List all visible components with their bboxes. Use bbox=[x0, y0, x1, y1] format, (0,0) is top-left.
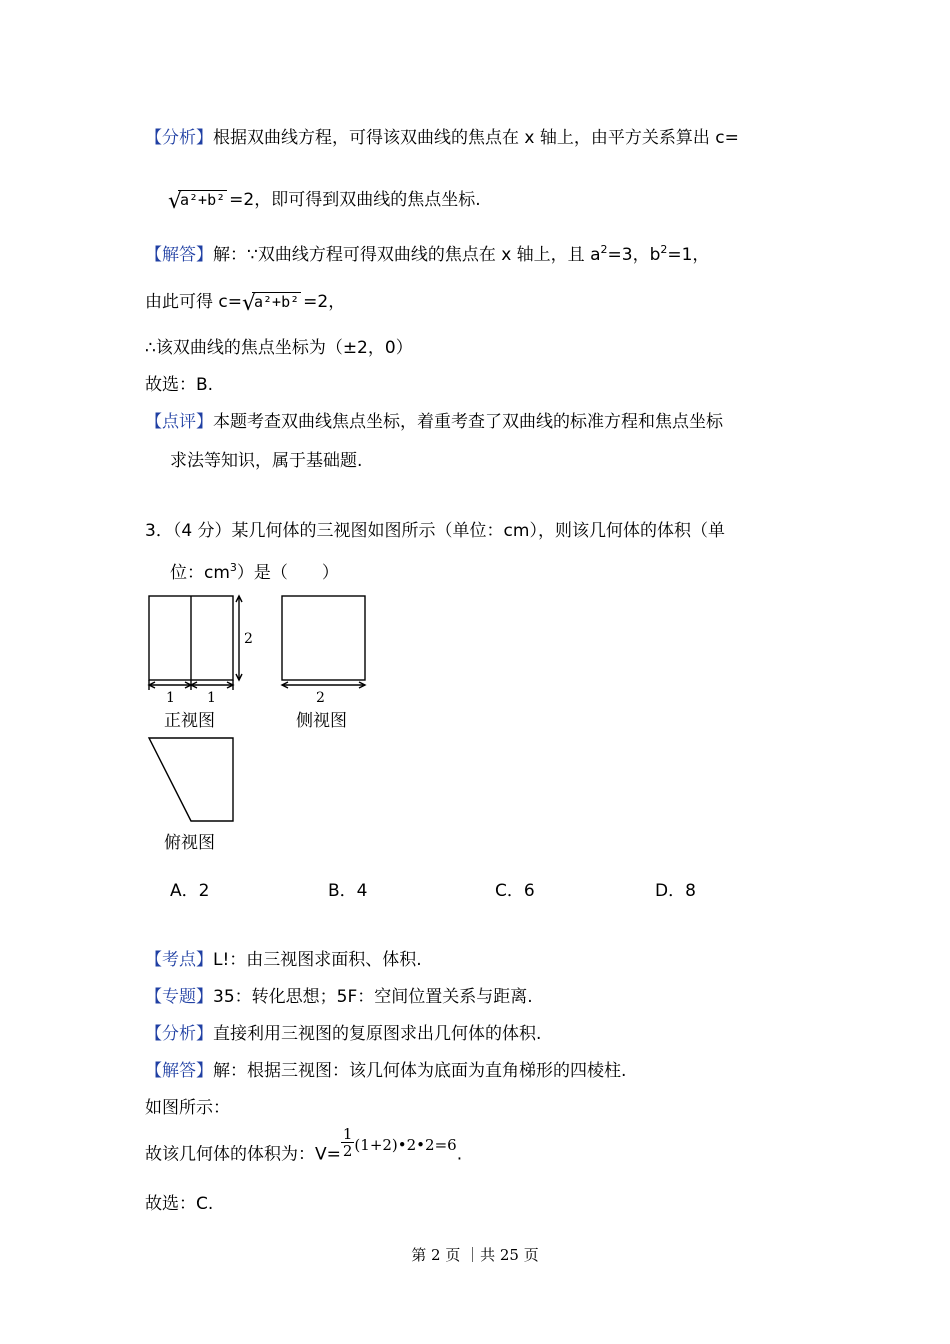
answer-line-1: 【解答】解：∵双曲线方程可得双曲线的焦点在 x 轴上，且 $a^2=3$，$b^2=1$， bbox=[145, 243, 710, 265]
jieda-line: 【解答】解：根据三视图：该几何体为底面为直角梯形的四棱柱. bbox=[145, 1061, 627, 1081]
kaodian-tag: 【考点】 bbox=[145, 950, 213, 970]
comment-tag: 【点评】 bbox=[145, 412, 213, 432]
zhuanti-tag: 【专题】 bbox=[145, 987, 213, 1007]
analysis-text: 根据双曲线方程，可得该双曲线的焦点在 x 轴上，由平方关系算出 c= bbox=[213, 128, 739, 148]
option-a[interactable]: A．2 bbox=[170, 881, 210, 901]
sqrt-expression-2: √ a²+b² bbox=[242, 291, 300, 316]
jieda-tag: 【解答】 bbox=[145, 1061, 213, 1081]
fraction: $\frac{1}{2}$ bbox=[342, 1125, 353, 1160]
question-3-line-1: 3．（4 分）某几何体的三视图如图所示（单位：cm），则该几何体的体积（单 bbox=[145, 521, 725, 541]
fenxi-line: 【分析】直接利用三视图的复原图求出几何体的体积. bbox=[145, 1024, 542, 1044]
option-c[interactable]: C．6 bbox=[495, 881, 535, 901]
page-footer: 第 2 页 ｜共 25 页 bbox=[411, 1246, 539, 1264]
comment-line-2: 求法等知识，属于基础题. bbox=[170, 451, 363, 471]
dim-height-label: 2 bbox=[244, 631, 253, 647]
dim-right-label: 1 bbox=[207, 690, 216, 706]
answer-line-4: 故选：B. bbox=[145, 375, 214, 395]
side-view-rect bbox=[282, 596, 365, 680]
option-d[interactable]: D．8 bbox=[655, 881, 696, 901]
question-3-line-2: 位：$cm^3$）是（ ） bbox=[170, 561, 339, 583]
dim-side-label: 2 bbox=[316, 690, 325, 706]
comment-line-1: 【点评】本题考查双曲线焦点坐标，着重考查了双曲线的标准方程和焦点坐标 bbox=[145, 412, 723, 432]
analysis-line-1 bbox=[145, 126, 739, 150]
kaodian-line: 【考点】L!：由三视图求面积、体积. bbox=[145, 950, 422, 970]
option-b[interactable]: B．4 bbox=[328, 881, 368, 901]
answer-3-line: 故选：C. bbox=[145, 1194, 214, 1214]
side-view-label: 侧视图 bbox=[296, 711, 347, 731]
sqrt-expression: √ a²+b² bbox=[168, 189, 226, 214]
volume-line: 故该几何体的体积为：V= $\frac{1}{2}$ (1+2)•2•2=6. bbox=[145, 1125, 463, 1165]
answer-line-2: 由此可得 c= √ a²+b² =2， bbox=[145, 291, 346, 316]
three-view-figure bbox=[140, 588, 380, 858]
top-view-label: 俯视图 bbox=[164, 833, 215, 853]
analysis-tag: 【分析】 bbox=[145, 128, 213, 148]
zhuanti-line: 【专题】35：转化思想；5F：空间位置关系与距离. bbox=[145, 987, 533, 1007]
volume-expression: (1+2)•2•2=6 bbox=[354, 1135, 457, 1154]
top-view-trapezoid bbox=[149, 738, 233, 821]
front-view-label: 正视图 bbox=[164, 711, 215, 731]
dim-left-label: 1 bbox=[166, 690, 175, 706]
analysis-text-2: =2，即可得到双曲线的焦点坐标. bbox=[229, 190, 481, 210]
answer-tag: 【解答】 bbox=[145, 245, 213, 265]
figure-ref-line: 如图所示： bbox=[145, 1098, 230, 1118]
fenxi-tag: 【分析】 bbox=[145, 1024, 213, 1044]
analysis-line-2 bbox=[168, 188, 481, 212]
answer-line-3: ∴该双曲线的焦点坐标为（±2，0） bbox=[145, 338, 413, 358]
